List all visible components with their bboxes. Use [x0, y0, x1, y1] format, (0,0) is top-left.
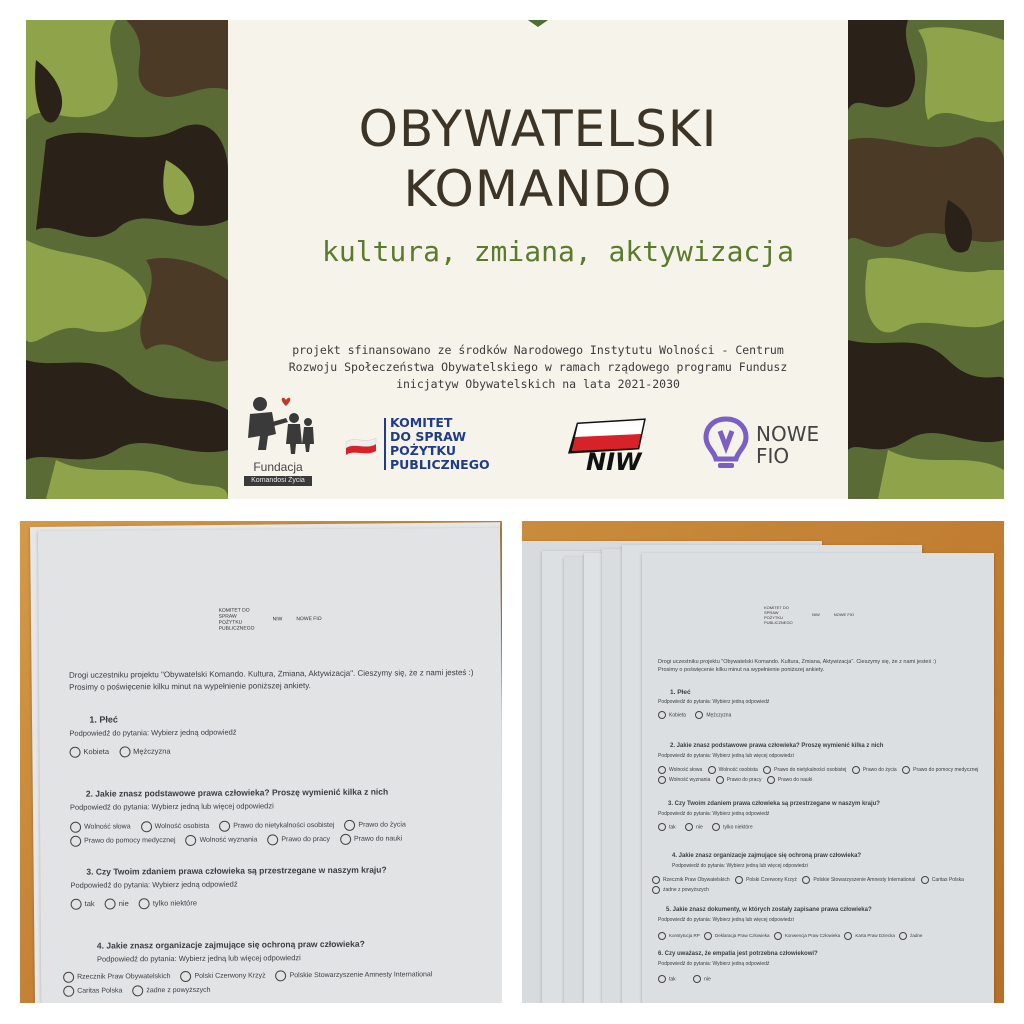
- banner-title-line1: OBYWATELSKI: [358, 100, 718, 158]
- question-5-hint-right: Podpowiedź do pytania: Wybierz jedną lub więcej odpowiedzi: [658, 917, 794, 923]
- question-2-options-right: Wolność słowa Wolność osobista Prawo do nietykalności osobistej Prawo do życia Prawo do pomocy medycznej Wolność wyznania Prawo do pracy Prawo do nauki: [658, 765, 988, 785]
- survey-sheet-right: [642, 553, 994, 1003]
- triangle-ornament: [525, 20, 551, 27]
- question-6-options-right: tak nie: [658, 975, 719, 983]
- question-1-hint-right: Podpowiedź do pytania: Wybierz jedną odpowiedź: [658, 699, 770, 705]
- niw-logo: [566, 418, 648, 482]
- question-2-title: 2. Jakie znasz podstawowe prawa człowieka? Proszę wymienić kilka z nich: [85, 786, 389, 799]
- question-1-title: 1. Płeć: [89, 714, 118, 725]
- question-3-title: 3. Czy Twoim zdaniem prawa człowieka są przestrzegane w naszym kraju?: [86, 864, 387, 877]
- banner-title-line2: KOMANDO: [403, 160, 673, 218]
- survey-intro-2: Prosimy o poświęcenie kilku minut na wypełnienie poniższej ankiety.: [69, 681, 311, 692]
- question-6-hint-right: Podpowiedź do pytania: Wybierz jedną odpowiedź: [658, 961, 770, 967]
- polish-flag-icon: [344, 438, 378, 462]
- question-1-options-right: Kobieta Mężczyzna: [658, 711, 739, 719]
- banner-subtitle: kultura, zmiana, aktywizacja: [321, 235, 794, 268]
- question-1-hint: Podpowiedź do pytania: Wybierz jedną odpowiedź: [69, 727, 237, 738]
- survey-intro: Drogi uczestniku projektu "Obywatelski Komando. Kultura, Zmiana, Aktywizacja". Cieszymy się, że z nami jesteś :): [68, 667, 474, 680]
- question-3-options-right: tak nie tylko niektóre: [658, 823, 761, 831]
- banner-center-panel: [228, 20, 848, 499]
- survey-photo-left: [20, 521, 502, 1003]
- camouflage-pattern-left: [26, 20, 228, 499]
- question-2-hint: Podpowiedź do pytania: Wybierz jedną lub więcej odpowiedzi: [69, 801, 274, 812]
- survey-sheet: [38, 528, 502, 1003]
- question-1-title-right: 1. Płeć: [670, 689, 691, 696]
- nowe-fio-logo: [702, 415, 842, 485]
- sheet-header-logos-right: KOMITET DO SPRAW POŻYTKU PUBLICZNEGO NIW NOWE FIO: [764, 605, 855, 625]
- niw-name: NIW: [586, 448, 642, 476]
- question-3-options: tak nie tylko niektóre: [71, 898, 205, 910]
- sheet-header-logos: KOMITET DO SPRAW POŻYTKU PUBLICZNEGO NIW NOWE FIO: [218, 607, 322, 632]
- komitet-name: KOMITET DO SPRAW POŻYTKU PUBLICZNEGO: [390, 415, 490, 472]
- question-3-title-right: 3. Czy Twoim zdaniem prawa człowieka są przestrzegane w naszym kraju?: [668, 801, 880, 807]
- survey-intro-right: Drogi uczestniku projektu "Obywatelski Komando. Kultura, Zmiana, Aktywizacja". Cieszymy się, że z nami jesteś :): [658, 659, 937, 665]
- question-3-hint-right: Podpowiedź do pytania: Wybierz jedną odpowiedź: [658, 811, 770, 817]
- survey-photo-right: [522, 521, 1004, 1003]
- question-4-title-right: 4. Jakie znasz organizacje zajmujące się ochroną praw człowieka?: [672, 853, 862, 859]
- question-2-title-right: 2. Jakie znasz podstawowe prawa człowieka? Proszę wymienić kilka z nich: [670, 743, 884, 749]
- camouflage-pattern-right: [848, 20, 1004, 499]
- komitet-divider: [384, 418, 386, 470]
- fundacja-subname: Komandosi Życia: [244, 476, 312, 486]
- project-banner: [26, 20, 1004, 499]
- lightbulb-icon: [702, 415, 750, 471]
- question-4-hint-right: Podpowiedź do pytania: Wybierz jedną lub więcej odpowiedzi: [672, 863, 808, 869]
- question-6-title-right: 6. Czy uważasz, że empatia jest potrzebna człowiekowi?: [658, 951, 818, 957]
- survey-intro-2-right: Prosimy o poświęcenie kilku minut na wypełnienie poniższej ankiety.: [658, 667, 825, 673]
- question-2-hint-right: Podpowiedź do pytania: Wybierz jedną lub więcej odpowiedzi: [658, 753, 794, 759]
- question-4-options-right: Rzecznik Praw Obywatelskich Polski Czerwony Krzyż Polskie Stowarzyszenie Amnesty International Caritas Polska żadne z powyższych: [652, 875, 982, 895]
- question-2-options: Wolność słowa Wolność osobista Prawo do nietykalności osobistej Prawo do życia Prawo do pomocy medycznej Wolność wyznania Prawo do pracy Prawo do nauki: [70, 818, 490, 849]
- komitet-logo: [344, 416, 504, 476]
- question-4-title: 4. Jakie znasz organizacje zajmujące się ochroną praw człowieka?: [96, 938, 365, 951]
- funding-statement: projekt sfinansowano ze środków Narodowego Instytutu Wolności - Centrum Rozwoju Społeczeństwa Obywatelskiego w ramach rządowego programu Fundusz inicjatyw Obywatelskich na lata 2021-2030: [288, 343, 788, 391]
- question-1-options: Kobieta Mężczyzna: [70, 746, 179, 758]
- question-4-hint: Podpowiedź do pytania: Wybierz jedną lub więcej odpowiedzi: [96, 953, 301, 964]
- question-5-options-right: Konstytucja RP Deklaracja Praw Człowieka Konwencja Praw Człowieka Karta Praw Dziecka żadne: [658, 931, 988, 941]
- soldier-with-child-icon: [238, 392, 318, 458]
- question-3-hint: Podpowiedź do pytania: Wybierz jedną odpowiedź: [70, 879, 238, 890]
- fundacja-logo: [238, 392, 328, 492]
- question-4-options: Rzecznik Praw Obywatelskich Polski Czerwony Krzyż Polskie Stowarzyszenie Amnesty International Caritas Polska żadne z powyższych: [63, 968, 493, 999]
- fundacja-name: Fundacja: [253, 460, 303, 474]
- nowe-fio-name: NOWE FIO: [756, 422, 820, 468]
- question-5-title-right: 5. Jakie znasz dokumenty, w których zostały zapisane prawa człowieka?: [666, 907, 872, 913]
